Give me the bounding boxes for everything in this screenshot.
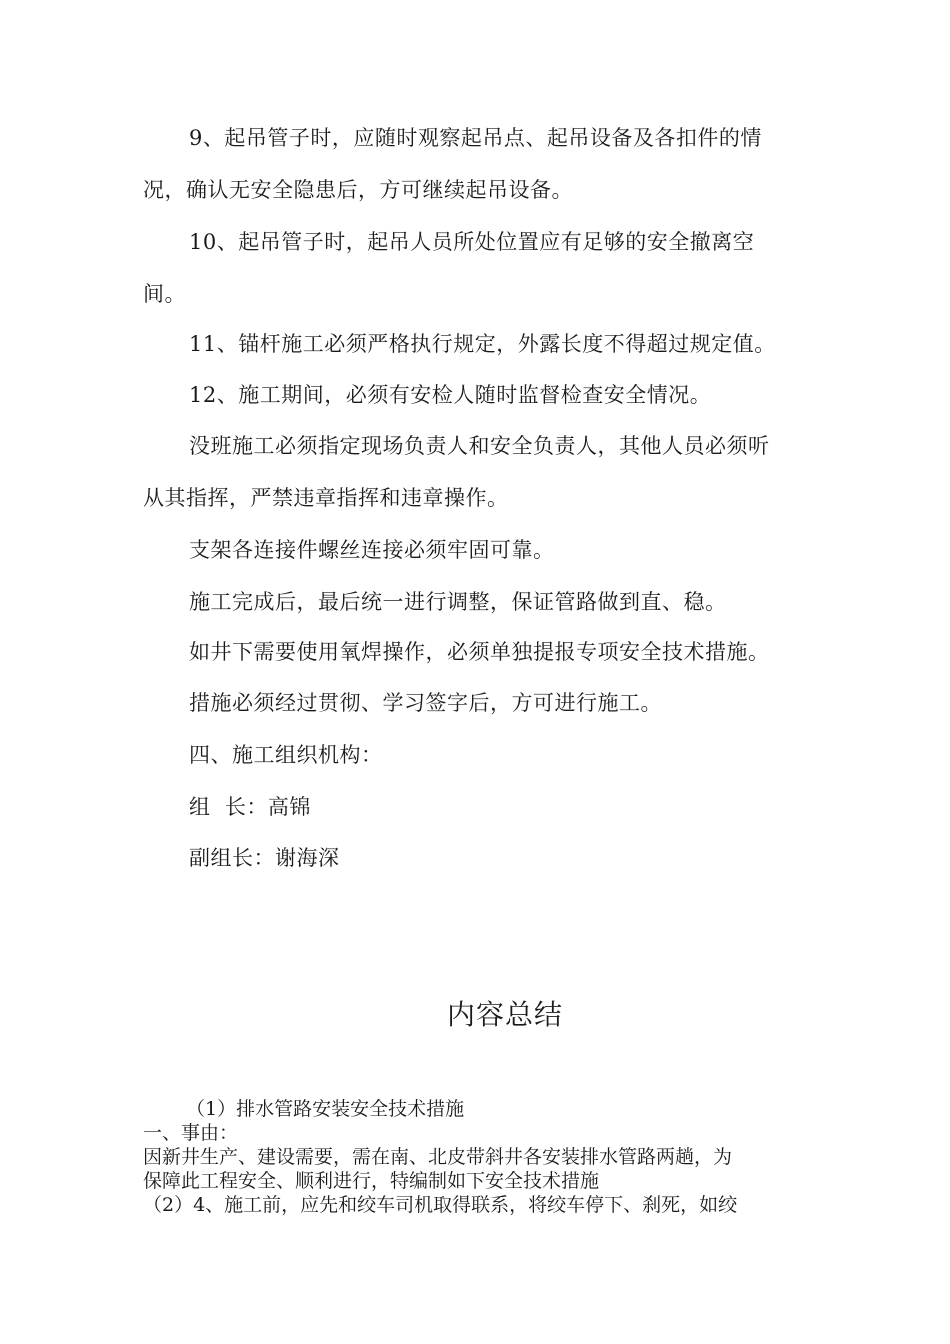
paragraph-10-line-1: 10、起吊管子时，起吊人员所处位置应有足够的安全撤离空 bbox=[189, 230, 755, 254]
paragraph-10-line-2: 间。 bbox=[143, 282, 186, 306]
summary-line-1: （1）排水管路安装安全技术措施 bbox=[186, 1098, 465, 1120]
paragraph-sign: 措施必须经过贯彻、学习签字后，方可进行施工。 bbox=[189, 691, 662, 715]
paragraph-12: 12、施工期间，必须有安检人随时监督检查安全情况。 bbox=[189, 383, 712, 407]
paragraph-9-line-1: 9、起吊管子时，应随时观察起吊点、起吊设备及各扣件的情 bbox=[189, 126, 762, 150]
summary-line-2: 一、事由： bbox=[143, 1122, 239, 1144]
section-heading-organization: 四、施工组织机构： bbox=[189, 743, 383, 767]
summary-title: 内容总结 bbox=[446, 998, 563, 1031]
paragraph-9-line-2: 况，确认无安全隐患后，方可继续起吊设备。 bbox=[143, 178, 573, 202]
deputy-leader-line: 副组长：谢海深 bbox=[189, 846, 340, 870]
team-leader-line: 组 长：高锦 bbox=[189, 795, 311, 819]
paragraph-11: 11、锚杆施工必须严格执行规定，外露长度不得超过规定值。 bbox=[189, 332, 776, 356]
paragraph-shift-line-2: 从其指挥，严禁违章指挥和违章操作。 bbox=[143, 486, 509, 510]
summary-line-3: 因新井生产、建设需要，需在南、北皮带斜井各安装排水管路两趟，为 bbox=[143, 1146, 733, 1168]
paragraph-bracket: 支架各连接件螺丝连接必须牢固可靠。 bbox=[189, 538, 555, 562]
paragraph-adjust: 施工完成后，最后统一进行调整，保证管路做到直、稳。 bbox=[189, 590, 727, 614]
summary-line-4: 保障此工程安全、顺利进行，特编制如下安全技术措施 bbox=[143, 1170, 600, 1192]
paragraph-welding: 如井下需要使用氧焊操作，必须单独提报专项安全技术措施。 bbox=[189, 640, 770, 664]
paragraph-shift-line-1: 没班施工必须指定现场负责人和安全负责人，其他人员必须听 bbox=[189, 434, 770, 458]
summary-line-5: （2）4、施工前，应先和绞车司机取得联系，将绞车停下、刹死，如绞 bbox=[143, 1194, 738, 1216]
